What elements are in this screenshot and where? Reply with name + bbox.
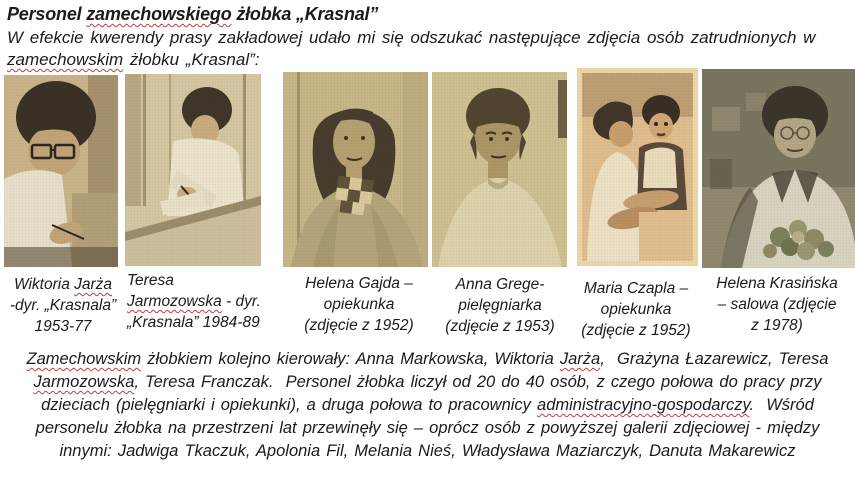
page-title [7, 4, 378, 25]
history-line-4 [0, 417, 855, 440]
text-segment: „Krasnala” 1984-89 [127, 314, 260, 331]
misspelled-word: zamechowskim [7, 50, 124, 69]
text-segment: , Grażyna Łazarewicz, Teresa [600, 350, 829, 368]
text-segment: - dyr. [221, 293, 261, 310]
misspelled-word: zamechowskiego [86, 4, 232, 24]
photo-anna-grege [432, 72, 567, 267]
caption-line [285, 315, 433, 336]
caption-line [430, 274, 570, 295]
misspelled-word: Jarża [559, 350, 601, 368]
text-segment: (zdjęcie z 1952) [304, 317, 414, 334]
photo-teresa-jarmozowska-image [125, 74, 261, 266]
photo-maria-czapla [577, 68, 698, 266]
photo-maria-czapla-image [577, 68, 698, 266]
history-paragraph [0, 348, 855, 463]
caption-line [698, 315, 855, 336]
text-segment: pielęgniarka [458, 297, 542, 314]
text-segment: 1953-77 [34, 318, 92, 335]
photo-helena-gajda [283, 72, 428, 267]
caption-line [285, 294, 433, 315]
photo-wiktoria-jarza [4, 75, 118, 267]
text-segment: Helena Gajda – [305, 275, 413, 292]
caption-helena-krasinska [698, 273, 855, 336]
text-segment: opiekunka [323, 296, 395, 313]
photo-helena-gajda-image [283, 72, 428, 267]
photo-helena-krasinska [702, 69, 855, 268]
caption-line [572, 320, 700, 341]
history-line-5 [0, 440, 855, 463]
text-segment: innymi: Jadwiga Tkaczuk, Apolonia Fil, Melania Nieś, Władysława Maziarczyk, Danuta Makarewicz [59, 442, 796, 460]
text-segment: Anna Grege- [455, 276, 545, 293]
text-segment: (zdjęcie z 1952) [581, 322, 691, 339]
caption-anna-grege [430, 274, 570, 337]
caption-line [698, 294, 855, 315]
caption-maria-czapla [572, 278, 700, 341]
text-segment: Helena Krasińska [716, 275, 838, 292]
text-segment: . Wśród [749, 396, 814, 414]
text-segment: z 1978) [751, 317, 803, 334]
history-line-2 [0, 371, 855, 394]
caption-line [285, 273, 433, 294]
misspelled-word: Zamechowskim [26, 350, 142, 368]
text-segment: Maria Czapla – [583, 280, 689, 297]
text-segment: – salowa (zdjęcie [717, 296, 837, 313]
misspelled-word: Jarża [74, 276, 113, 293]
caption-line [430, 316, 570, 337]
text-segment: personelu żłobka na przestrzeni lat przewinęły się – oprócz osób z powyższej galerii zdjęciowej - między [35, 419, 820, 437]
caption-line [698, 273, 855, 294]
caption-line [0, 316, 128, 337]
caption-teresa-jarmozowska [127, 270, 292, 333]
photo-teresa-jarmozowska [125, 74, 261, 266]
history-line-3 [0, 394, 855, 417]
intro-paragraph [7, 27, 852, 71]
caption-line [572, 278, 700, 299]
photo-wiktoria-jarza-image [4, 75, 118, 267]
photo-anna-grege-image [432, 72, 567, 267]
caption-line [572, 299, 700, 320]
text-segment: -dyr. „Krasnala” [9, 297, 117, 314]
caption-line [430, 295, 570, 316]
caption-wiktoria-jarza [0, 274, 128, 337]
text-segment: żłobku „Krasnal”: [123, 50, 260, 69]
misspelled-word: administracyjno-gospodarczy [537, 396, 750, 414]
misspelled-word: Jarmozowska [127, 293, 222, 310]
intro-line-1 [7, 27, 852, 49]
text-segment: dzieciach (pielęgniarki i opiekunki), a druga połowa to pracownicy [41, 396, 538, 414]
text-segment: opiekunka [600, 301, 672, 318]
text-segment: , Teresa Franczak. Personel żłobka liczył od 20 do 40 osób, z czego połowa do pracy przy [134, 373, 822, 391]
misspelled-word: Jarmozowska [33, 373, 135, 391]
intro-line-2 [7, 49, 852, 71]
caption-line [0, 274, 128, 295]
text-segment: żłobkiem kolejno kierowały: Anna Markowska, Wiktoria [141, 350, 560, 368]
text-segment: Wiktoria [13, 276, 75, 293]
caption-line [127, 291, 292, 312]
text-segment: żłobka „Krasnal” [231, 4, 379, 24]
caption-line [0, 295, 128, 316]
caption-line [127, 270, 292, 291]
text-segment: Personel [7, 4, 87, 24]
photo-helena-krasinska-image [702, 69, 855, 268]
text-segment: W efekcie kwerendy prasy zakładowej udało mi się odszukać następujące zdjęcia osób zatrudnionych w [7, 28, 816, 47]
text-segment: (zdjęcie z 1953) [445, 318, 555, 335]
caption-helena-gajda [285, 273, 433, 336]
caption-line [127, 312, 292, 333]
text-segment: Teresa [127, 272, 174, 289]
history-line-1 [0, 348, 855, 371]
